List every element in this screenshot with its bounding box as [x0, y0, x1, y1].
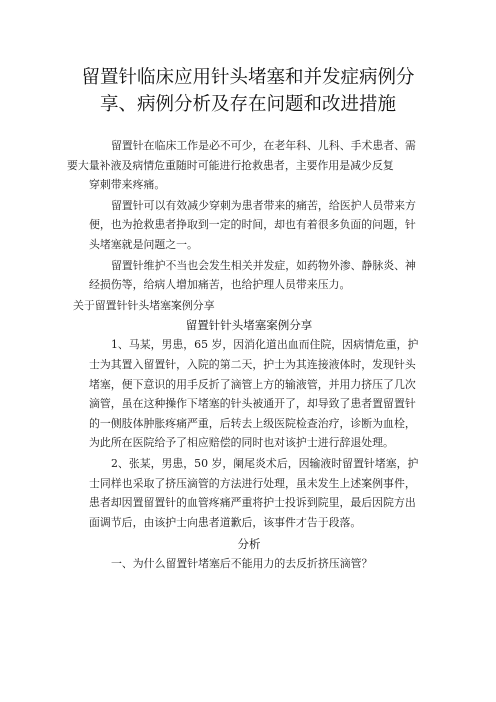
paragraph-1 — [67, 136, 416, 195]
text-line: 1、马某，男患，65 岁，因消化道出血而住院，因病情危重，护 — [111, 338, 419, 352]
section-heading-cases: 留置针针头堵塞案例分享 — [185, 318, 313, 333]
title-line-1: 留置针临床应用针头堵塞和并发症病例分 — [81, 67, 415, 88]
text-line: 留置针在临床工作是必不可少，在老年科、儿科、手术患者、需 — [111, 139, 416, 152]
section-heading-analysis: 分析 — [237, 537, 261, 552]
question-1: 一、为什么留置针堵塞后不能用力的去反折挤压滴管？ — [111, 557, 373, 571]
title-line-2: 享、病例分析及存在问题和改进措施 — [99, 94, 396, 115]
text-line: 留置针维护不当也会发生相关并发症，如药物外渗、静脉炎、神 — [111, 258, 416, 272]
paragraph-2 — [89, 196, 416, 255]
text-line: 滴管，虽在这种操作下堵塞的针头被通开了，却导致了患者置留置针 — [89, 397, 416, 411]
text-line: 患者却因置留置针的血管疼痛严重将护士投诉到院里，最后因院方出 — [89, 496, 416, 510]
text-line: 穿刺带来疼痛。 — [89, 178, 166, 192]
intro-line: 关于留置针针头堵塞案例分享 — [73, 298, 215, 312]
text-line: 的一侧肢体肿胀疼痛严重，后转去上级医院检查治疗，诊断为血栓， — [89, 416, 416, 430]
document-title — [60, 64, 436, 118]
text-line: 便，也为抢救患者挣取到一定的时间，却也有着很多负面的问题，针 — [89, 218, 416, 232]
document-body — [67, 136, 419, 574]
text-line: 为此所在医院给予了相应赔偿的同时也对该护士进行辞退处理。 — [89, 436, 394, 450]
paragraph-3 — [89, 256, 416, 295]
text-line: 留置针可以有效减少穿刺为患者带来的痛苦，给医护人员带来方 — [111, 198, 416, 212]
text-line: 面调节后，由该护士向患者道歉后，该事件才告于段落。 — [89, 515, 362, 529]
text-line: 要大量补液及病情危重随时可能进行抢救患者，主要作用是减少反复 — [67, 158, 394, 172]
text-line: 堵塞，便下意识的用手反折了滴管上方的输液管，并用力挤压了几次 — [89, 377, 416, 391]
text-line: 士同样也采取了挤压滴管的方法进行处理，虽未发生上述案例事件， — [89, 476, 416, 490]
text-line: 士为其置入留置针，入院的第二天，护士为其连接液体时，发现针头 — [89, 357, 416, 371]
case-1 — [89, 335, 419, 453]
text-line: 头堵塞就是问题之一。 — [89, 237, 198, 251]
text-line: 2、张某，男患，50 岁，阑尾炎术后，因输液时留置针堵塞，护 — [111, 456, 419, 470]
text-line: 经损伤等，给病人增加痛苦，也给护理人员带来压力。 — [89, 278, 351, 292]
case-2 — [89, 454, 419, 532]
